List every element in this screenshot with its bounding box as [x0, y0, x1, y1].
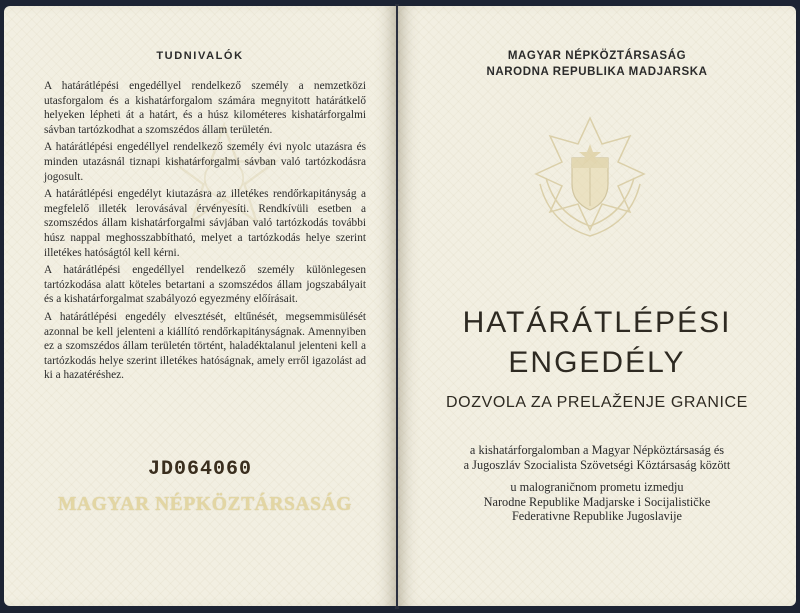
- notice-title: TUDNIVALÓK: [156, 50, 244, 62]
- description-hungarian: [398, 443, 796, 472]
- passport-booklet: [4, 4, 796, 609]
- description-line: u malograničnom prometu izmedju: [510, 480, 684, 494]
- notice-paragraph: A határátlépési engedély elvesztését, eltűnését, megsemmisülését azonnal be kell jelenteni a kiállító rendőrkapitányságnak. Amennyiben ez a szomszédos állam területén történt, haladéktalanul jelenteni kell a tartózkodás helye szerint illetékes hatóságnak, amely erről igazolást ad ki a hazatéréshez.: [44, 310, 366, 382]
- issuer-name-hungarian: MAGYAR NÉPKÖZTÁRSASÁG: [507, 50, 687, 62]
- right-page: [398, 6, 796, 606]
- description-serbian: [398, 480, 796, 524]
- footer-country-stamp: MAGYAR NÉPKÖZTÁRSASÁG: [57, 494, 353, 515]
- notice-paragraph: A határátlépési engedéllyel rendelkező személy különlegesen tartózkodása alatt köteles betartani a szomszédos állam jogszabályait és a kishatárforgalmat szabályozó egyezmény előírásait.: [44, 264, 366, 306]
- notice-paragraph: A határátlépési engedéllyel rendelkező személy a nemzetközi utasforgalom és a kishatárforgalom számára megnyitott határátkelő helyeken lépheti át a határt, és a húsz kilométeres kishatárforgalmi sávban tartózkodhat a szomszédos állam területén.: [44, 80, 366, 136]
- coat-of-arms-emblem-icon: [520, 114, 660, 244]
- description-line: Narodne Republike Madjarske i Socijalističke: [483, 494, 711, 509]
- document-title-line-1: HATÁRÁTLÉPÉSI: [462, 306, 732, 339]
- notice-body: [44, 79, 366, 386]
- serial-number: JD064060: [148, 458, 253, 481]
- notice-paragraph: A határátlépési engedélyt kiutazásra az illetékes rendőrkapitányság a megfelelő illeték lerovásával érvényesíti. Rendkívüli esetben a szomszédos állam kishatárforgalmi sávjában való tartózkodás további húsz nappal meghosszabbítható, melyet a tartózkodás helye szerint illetékes hatóságtól kell kérni.: [44, 188, 366, 259]
- description-line: Federativne Republike Jugoslavije: [511, 509, 683, 523]
- notice-paragraph: A határátlépési engedéllyel rendelkező személy évi nyolc utazásra és minden utazásnál tiznapi kishatárforgalmi sávban való tartózkodásra jogosult.: [44, 141, 366, 183]
- issuer-name-serbian: NARODNA REPUBLIKA MADJARSKA: [486, 66, 708, 78]
- document-subtitle: DOZVOLA ZA PRELAŽENJE GRANICE: [446, 394, 748, 411]
- description-line: a kishatárforgalomban a Magyar Népköztársaság és: [469, 443, 725, 457]
- description-line: a Jugoszláv Szocialista Szövetségi Köztársaság között: [463, 457, 731, 472]
- left-page: [4, 6, 396, 606]
- document-title-line-2: ENGEDÉLY: [508, 346, 686, 379]
